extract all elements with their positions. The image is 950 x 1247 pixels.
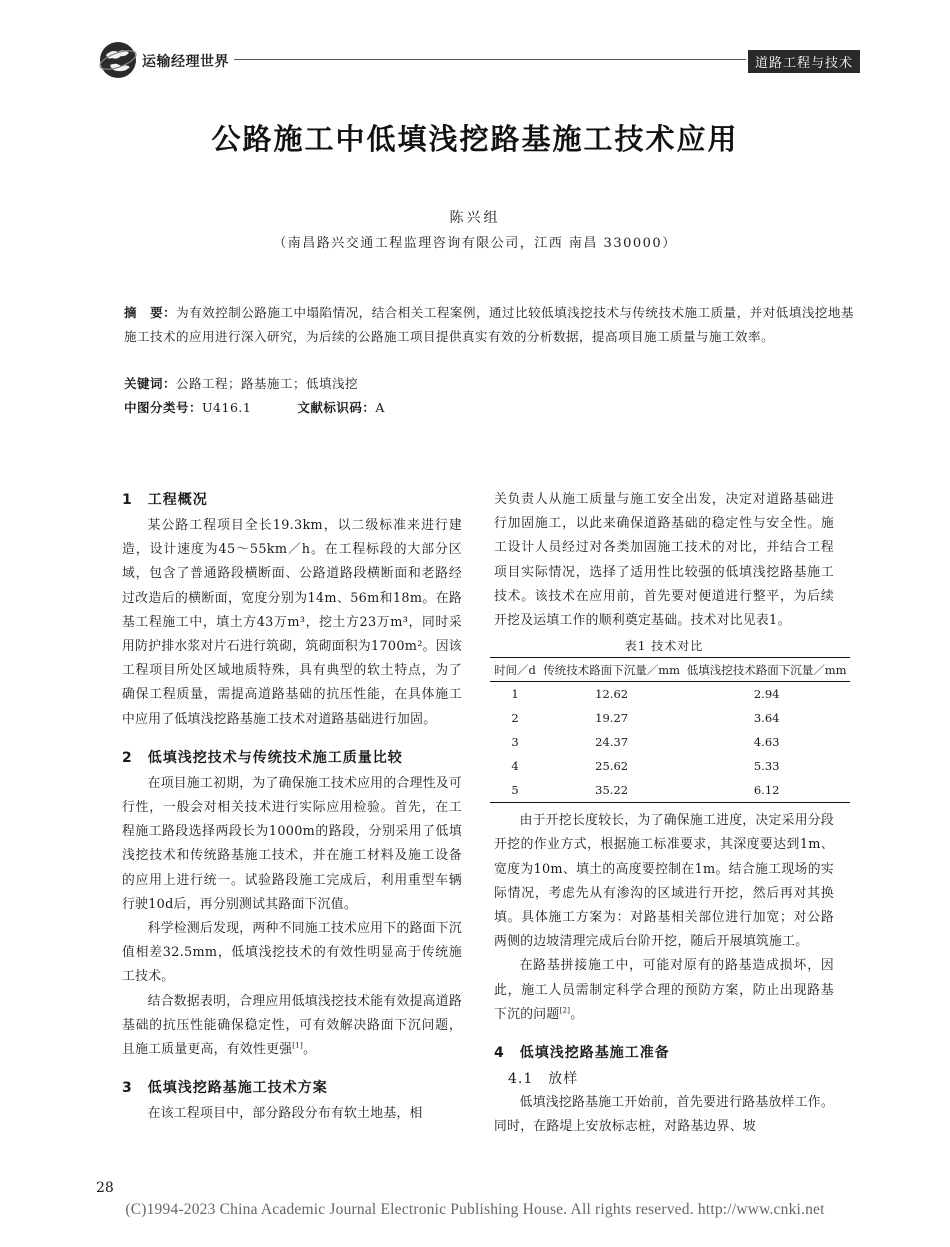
table-header-cell: 传统技术路面下沉量／mm xyxy=(540,658,683,682)
page-number: 28 xyxy=(96,1180,114,1196)
keywords-text: 公路工程；路基施工；低填浅挖 xyxy=(176,376,359,391)
abstract-text: 为有效控制公路施工中塌陷情况，结合相关工程案例，通过比较低填浅挖技术与传统技术施工质量，并对低填浅挖地基施工技术的应用进行深入研究，为后续的公路施工项目提供真实有效的分析数据，提高项目施工质量与施工效率。 xyxy=(124,305,854,344)
table-cell: 12.62 xyxy=(595,687,629,702)
table-cell: 5 xyxy=(511,783,519,798)
paper-author: 陈兴组 xyxy=(449,210,501,226)
abstract xyxy=(124,301,854,349)
table-header-cell: 低填浅挖技术路面下沉量／mm xyxy=(683,658,850,682)
table-cell: 3 xyxy=(511,735,519,750)
table-cell: 3.64 xyxy=(753,711,780,726)
table-cell: 5.33 xyxy=(753,759,780,774)
citation-2[interactable]: [2] xyxy=(559,1006,571,1015)
table-cell: 1 xyxy=(511,687,519,702)
table-cell: 2 xyxy=(511,711,519,726)
section-1-paragraph: 某公路工程项目全长19.3km，以二级标准来进行建造，设计速度为45～55km／h。在工程标段的大部分区域，包含了普通路段横断面、公路道路段横断面和老路经过改造后的横断面，宽度分别为14m、56m和18m。在路基工程施工中，填土方43万m³，挖土方23万m³，同时采用防护排水浆对片石进行筑砌，筑砌面积为1700m²。因该工程项目所处区域地质特殊，具有典型的软土特点，为了确保工程质量，需提高道路基础的抗压性能，在具体施工中应用了低填浅挖路基施工技术对道路基础进行加固。 xyxy=(122,518,462,727)
section-3-paragraph-2: 由于开挖长度较长，为了确保施工进度，决定采用分段开挖的作业方式，根据施工标准要求，其深度要达到1m、宽度为10m、填土的高度要控制在1m。结合施工现场的实际情况，考虑先从有渗沟的区域进行开挖，然后再对其换填。具体施工方案为：对路基相关部位进行加宽；对公路两侧的边坡清理完成后台阶开挖，随后开展填筑施工。 xyxy=(494,813,834,950)
section-2-paragraph-2: 科学检测后发现，两种不同施工技术应用下的路面下沉值相差32.5mm，低填浅挖技术的有效性明显高于传统施工技术。 xyxy=(122,921,462,985)
right-column xyxy=(494,488,847,1139)
author-affiliation: （南昌路兴交通工程监理咨询有限公司，江西 南昌 330000） xyxy=(273,236,677,251)
doc-code-value: A xyxy=(375,400,385,415)
table-header-cell: 时间／d xyxy=(490,658,540,682)
section-1-heading: 1 工程概况 xyxy=(122,492,208,508)
table-cell: 19.27 xyxy=(595,711,629,726)
header-rule xyxy=(234,59,746,60)
classification xyxy=(124,398,385,416)
table-cell: 35.22 xyxy=(595,783,629,798)
journal-name: 运输经理世界 xyxy=(142,54,229,70)
table-row xyxy=(490,754,850,778)
table-cell: 4.63 xyxy=(753,735,780,750)
table-cell: 25.62 xyxy=(595,759,629,774)
running-header xyxy=(98,40,860,80)
table-header-row xyxy=(490,658,850,682)
section-3-paragraph-3: 在路基拼接施工中，可能对原有的路基造成损坏，因此，施工人员需制定科学合理的预防方案，防止出现路基下沉的问题[2]。 xyxy=(494,958,834,1022)
table-cell: 24.37 xyxy=(595,735,629,750)
abstract-label: 摘 要： xyxy=(124,305,177,320)
clc-label: 中图分类号： xyxy=(124,400,203,415)
table-row xyxy=(490,730,850,754)
table-caption: 表1 技术对比 xyxy=(624,639,704,654)
section-2-paragraph-3-text: 结合数据表明，合理应用低填浅挖技术能有效提高道路基础的抗压性能确保稳定性，可有效解决路面下沉问题，且施工质量更高，有效性更强 xyxy=(122,993,462,1058)
section-3-paragraph-3-text: 在路基拼接施工中，可能对原有的路基造成损坏，因此，施工人员需制定科学合理的预防方案，防止出现路基下沉的问题 xyxy=(494,958,834,1022)
left-column xyxy=(122,488,462,1126)
section-2-heading: 2 低填浅挖技术与传统技术施工质量比较 xyxy=(122,749,403,766)
section-3-paragraph-1-start: 在该工程项目中，部分路段分布有软土地基，相 xyxy=(147,1106,423,1122)
section-4-1-paragraph: 低填浅挖路基施工开始前，首先要进行路基放样工作。同时，在路堤上安放标志桩，对路基边界、坡 xyxy=(494,1095,834,1135)
table-cell: 4 xyxy=(511,759,519,774)
table-cell: 6.12 xyxy=(753,783,780,798)
section-4-heading: 4 低填浅挖路基施工准备 xyxy=(494,1045,670,1062)
table-cell: 2.94 xyxy=(753,687,780,702)
section-2-paragraph-1: 在项目施工初期，为了确保施工技术应用的合理性及可行性，一般会对相关技术进行实际应用检验。首先，在工程施工路段选择两段长为1000m的路段，分别采用了低填浅挖技术和传统路基施工技术，并在施工材料及施工设备的应用上进行统一。试验路段施工完成后，利用重型车辆行驶10d后，再分别测试其路面下沉值。 xyxy=(122,775,462,912)
section-4-1-heading: 4.1 放样 xyxy=(508,1071,579,1088)
section-3-paragraph-1-cont: 关负责人从施工质量与施工安全出发，决定对道路基础进行加固施工，以此来确保道路基础的稳定性与安全性。施工设计人员经过对各类加固施工技术的对比，并结合工程项目实际情况，选择了适用性比较强的低填浅挖路基施工技术。该技术在应用前，首先要对便道进行整平，为后续开挖及运填工作的顺利奠定基础。技术对比见表1。 xyxy=(494,492,834,629)
section-3-heading: 3 低填浅挖路基施工技术方案 xyxy=(122,1080,328,1097)
table-row xyxy=(490,706,850,730)
table-row xyxy=(490,682,850,707)
section-tag: 道路工程与技术 xyxy=(748,50,860,73)
citation-1[interactable]: [1] xyxy=(292,1041,304,1050)
section-2-paragraph-3: 结合数据表明，合理应用低填浅挖技术能有效提高道路基础的抗压性能确保稳定性，可有效解决路面下沉问题，且施工质量更高，有效性更强[1]。 xyxy=(122,993,462,1058)
keywords-label: 关键词： xyxy=(124,376,177,391)
paper-title: 公路施工中低填浅挖路基施工技术应用 xyxy=(211,122,739,156)
globe-logo-icon xyxy=(98,40,138,80)
table-row xyxy=(490,778,850,803)
doc-code-label: 文献标识码： xyxy=(297,400,376,415)
comparison-table xyxy=(490,657,850,803)
keywords xyxy=(124,374,358,392)
clc-value: U416.1 xyxy=(202,400,252,415)
copyright-notice: (C)1994-2023 China Academic Journal Electronic Publishing House. All rights reserved. http://www.cnki.net xyxy=(125,1201,825,1218)
